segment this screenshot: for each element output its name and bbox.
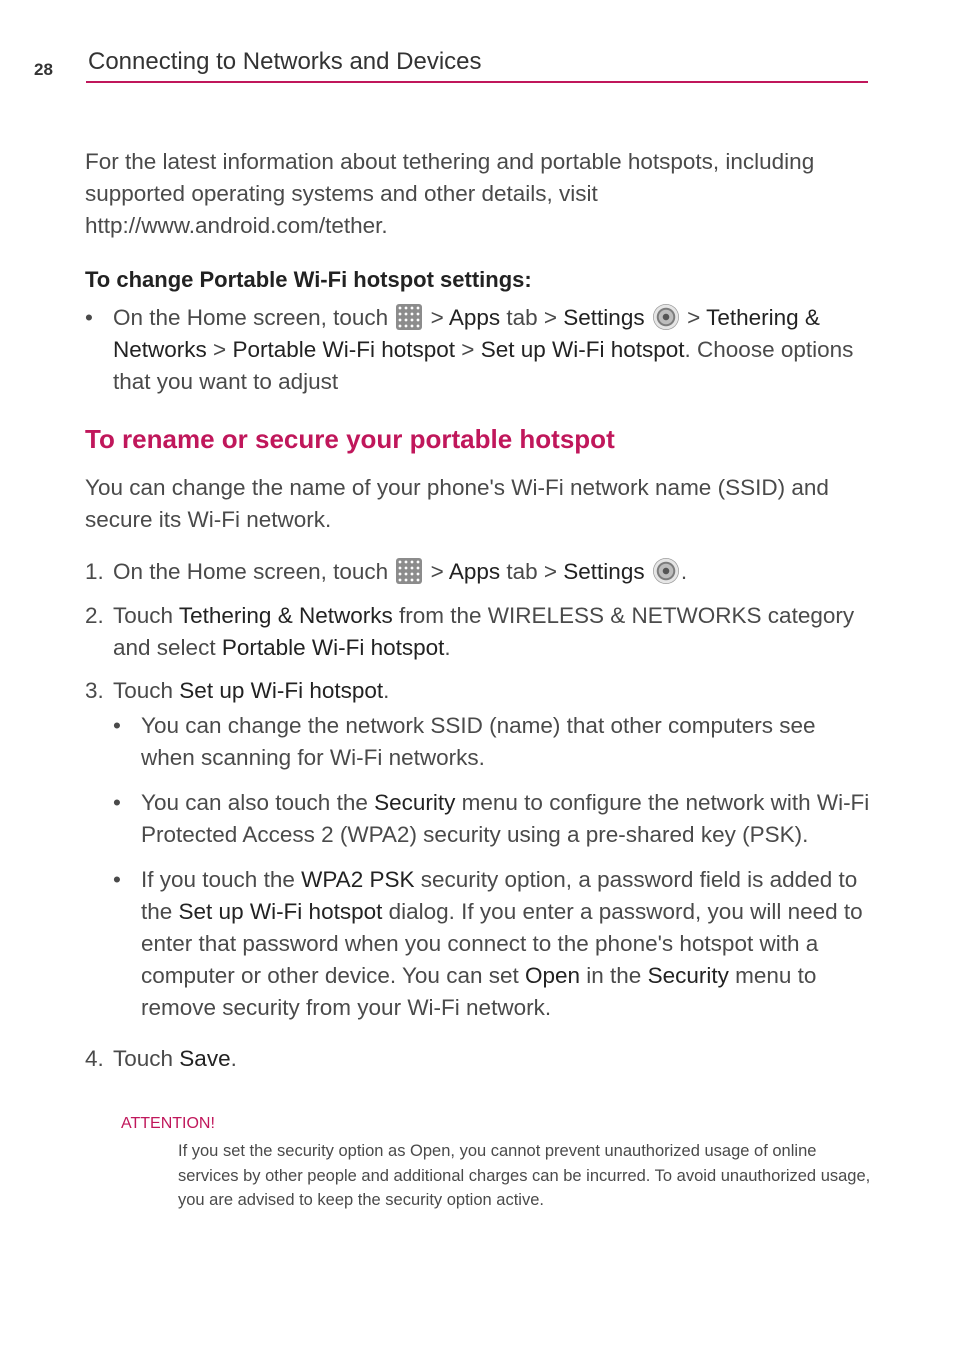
- bullet-dot: •: [113, 790, 121, 815]
- tethering-label: Tethering & Networks: [113, 305, 820, 362]
- attention-label: ATTENTION!: [121, 1115, 215, 1132]
- intro-link: http://www.android.com/tether.: [85, 213, 388, 238]
- change-settings-bullet: • On the Home screen, touch > Apps tab > Settings > Tethering & Networks > Portable Wi-Fi hotspot > Set up Wi-Fi hotspot. Choose options that you want to adjust: [85, 302, 870, 398]
- step-3: 3. Touch Set up Wi-Fi hotspot.: [85, 678, 390, 703]
- step-4: 4. Touch Save.: [85, 1046, 237, 1071]
- gear-icon: [653, 304, 679, 330]
- step-2: 2. Touch Tethering & Networks from the WIRELESS & NETWORKS category and select Portable Wi-Fi hotspot.: [85, 603, 855, 660]
- intro-line-2: supported operating systems and other details, visit: [85, 181, 598, 206]
- bullet-dot: •: [113, 713, 121, 738]
- sub-bullet-wpa2: • If you touch the WPA2 PSK security option, a password field is added to the Set up Wi-Fi hotspot dialog. If you enter a password, you will need to enter that password when you connect to the phone's hotspot with a computer or other device. You can set Open in the Security menu to remove security from your Wi-Fi network.: [113, 864, 870, 1024]
- change-settings-heading: To change Portable Wi-Fi hotspot settings:: [85, 267, 532, 292]
- gear-icon: [653, 558, 679, 584]
- bullet-dot: •: [113, 867, 121, 892]
- apps-grid-icon: [396, 558, 422, 584]
- rename-intro: You can change the name of your phone's Wi-Fi network name (SSID) and secure its Wi-Fi network.: [85, 475, 829, 532]
- page-number: 28: [34, 60, 53, 79]
- sub-bullet-ssid: • You can change the network SSID (name) that other computers see when scanning for Wi-Fi networks.: [113, 710, 870, 774]
- apps-label: Apps: [448, 305, 501, 330]
- page-content: [85, 146, 870, 1075]
- portable-hotspot-label: Portable Wi-Fi hotspot: [232, 337, 456, 362]
- step-1: 1. On the Home screen, touch > Apps tab > Settings .: [85, 559, 688, 584]
- attention-text: If you set the security option as Open, you cannot prevent unauthorized usage of online services by other people and additional charges can be incurred. To avoid unauthorized usage, you are advised to keep the security option active.: [178, 1142, 871, 1209]
- rename-heading: To rename or secure your portable hotspot: [85, 424, 615, 454]
- bullet-dot: •: [85, 305, 93, 330]
- header-rule: [86, 81, 868, 83]
- section-title: Connecting to Networks and Devices: [88, 48, 482, 75]
- intro-paragraph: [85, 146, 870, 242]
- page-header: [34, 48, 868, 84]
- settings-label: Settings: [563, 305, 645, 330]
- setup-hotspot-label: Set up Wi-Fi hotspot: [480, 337, 685, 362]
- sub-bullet-security: • You can also touch the Security menu to configure the network with Wi-Fi Protected Access 2 (WPA2) security using a pre-shared key (PSK).: [113, 787, 870, 851]
- apps-grid-icon: [396, 304, 422, 330]
- intro-line-1: For the latest information about tethering and portable hotspots, including: [85, 149, 815, 174]
- attention-note: [121, 1115, 871, 1213]
